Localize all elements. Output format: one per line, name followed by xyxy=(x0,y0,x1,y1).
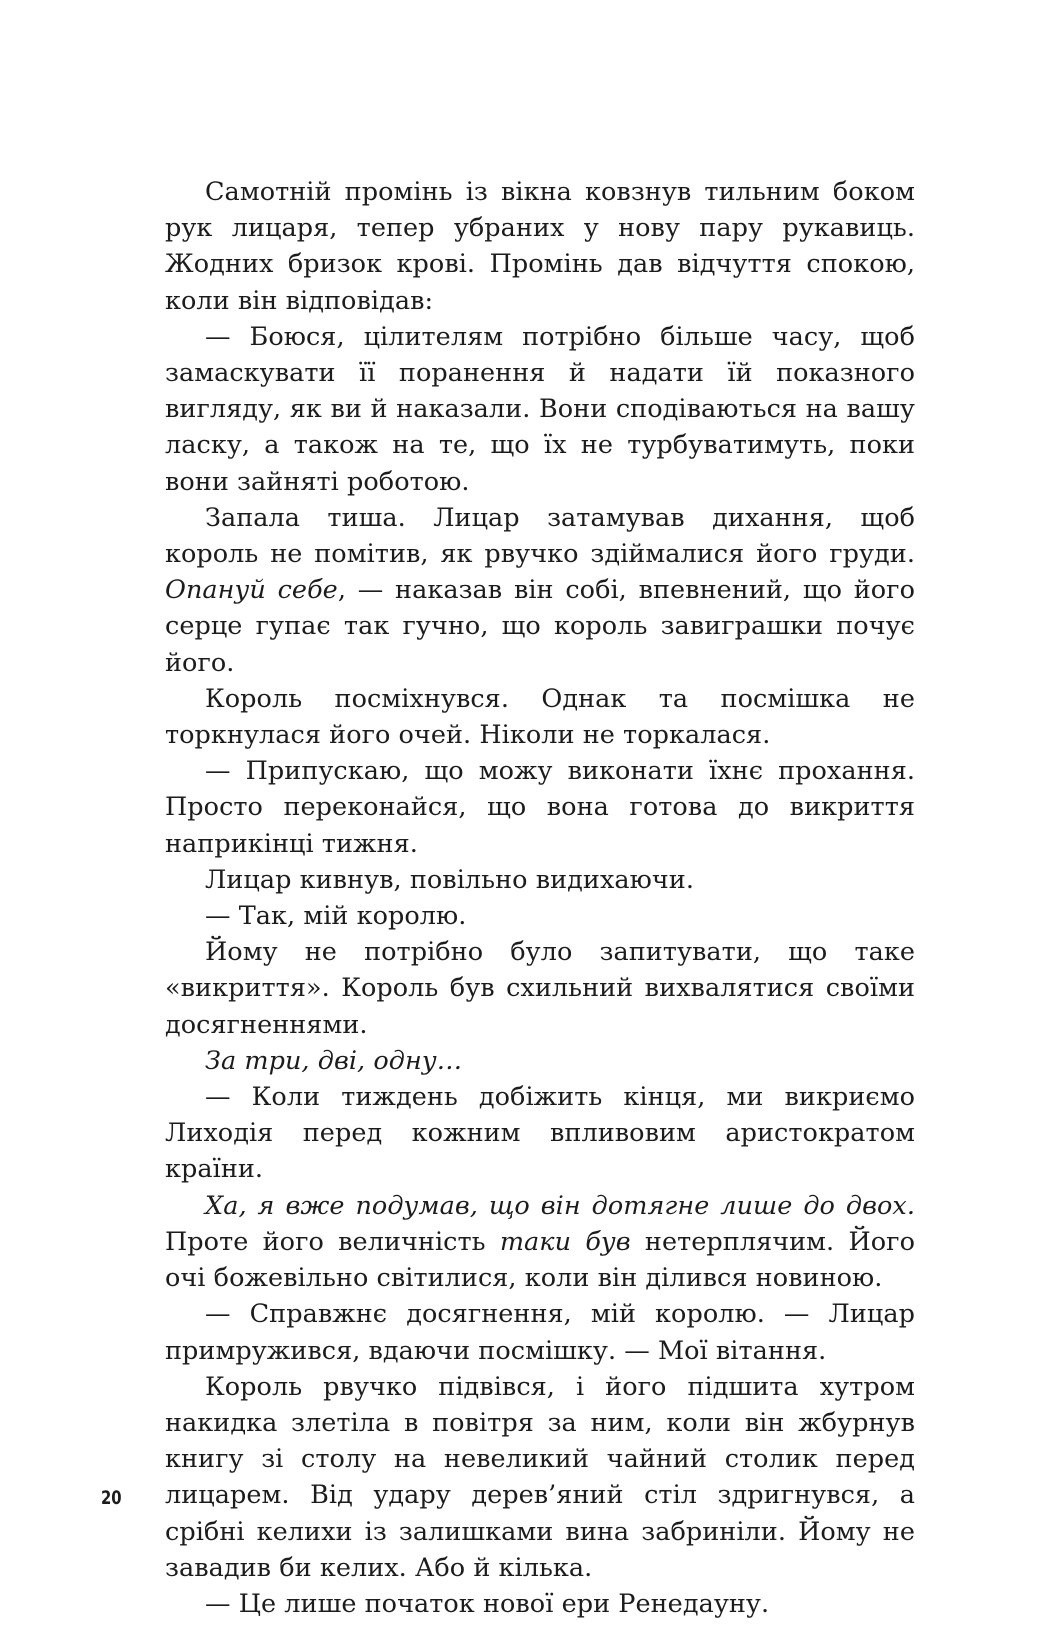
text-segment: Запала тиша. Лицар затамував дихання, щоб король не помітив, як рвучко здіймалися його груди. xyxy=(165,502,915,570)
text-segment: Самотній промінь із вікна ковзнув тильним боком рук лицаря, тепер убраних у нову пару рукавиць. Жодних бризок крові. Промінь дав відчуття спокою, коли він відповідав: xyxy=(165,177,915,316)
paragraph xyxy=(165,1079,915,1188)
text-segment: , — наказав він собі, впевнений, що його серце гупає так гучно, що король завиграшки почує його. xyxy=(165,575,915,678)
paragraph xyxy=(165,1586,915,1622)
paragraph xyxy=(165,500,915,681)
italic-text: Ха, я вже подумав, що він дотягне лише до двох. xyxy=(205,1190,915,1221)
paragraph xyxy=(165,1369,915,1586)
italic-text: таки був xyxy=(499,1226,631,1257)
paragraph xyxy=(165,753,915,862)
text-segment: — Так, мій королю. xyxy=(205,901,467,932)
paragraph xyxy=(165,934,915,1043)
body-text xyxy=(165,174,915,1622)
paragraph xyxy=(165,1296,915,1368)
paragraph xyxy=(165,1188,915,1297)
text-segment: Проте його величність xyxy=(165,1226,500,1257)
paragraph xyxy=(165,862,915,898)
text-segment: Король рвучко підвівся, і його підшита хутром накидка злетіла в повітря за ним, коли він жбурнув книгу зі столу на невеликий чайний столик перед лицарем. Від удару дерев’яний стіл здригнувся, а срібні келихи із залишками вина забриніли. Йому не завадив би келих. Або й кілька. xyxy=(165,1371,915,1583)
text-segment: Йому не потрібно було запитувати, що таке «викриття». Король був схильний вихвалятися своїми досягненнями. xyxy=(165,937,915,1040)
paragraph xyxy=(165,174,915,319)
text-segment: — Припускаю, що можу виконати їхнє прохання. Просто переконайся, що вона готова до викриття наприкінці тижня. xyxy=(165,756,915,859)
text-segment: Король посміхнувся. Однак та посмішка не торкнулася його очей. Ніколи не торкалася. xyxy=(165,683,915,751)
text-segment: — Коли тиждень добіжить кінця, ми викриємо Лиходія перед кожним впливовим аристократом країни. xyxy=(165,1082,915,1185)
page-number: 20 xyxy=(101,1487,122,1509)
text-segment: — Справжнє досягнення, мій королю. — Лицар примружився, вдаючи посмішку. — Мої вітання. xyxy=(165,1299,915,1366)
text-segment: Лицар кивнув, повільно видихаючи. xyxy=(205,864,695,895)
text-segment: — Боюся, цілителям потрібно більше часу, щоб замаскувати її поранення й надати їй показного вигляду, як ви й наказали. Вони сподіваються на вашу ласку, а також на те, що їх не турбуватимуть, поки вони зайняті роботою. xyxy=(165,321,915,497)
paragraph xyxy=(165,898,915,934)
italic-text: За три, дві, одну… xyxy=(205,1045,463,1076)
paragraph xyxy=(165,319,915,500)
text-segment: нетерплячим. Його очі божевільно світилися, коли він ділився новиною. xyxy=(165,1226,915,1294)
italic-text: Опануй себе xyxy=(165,575,338,606)
paragraph xyxy=(165,681,915,753)
text-segment: — Це лише початок нової ери Ренедауну. xyxy=(205,1588,770,1619)
paragraph xyxy=(165,1043,915,1079)
